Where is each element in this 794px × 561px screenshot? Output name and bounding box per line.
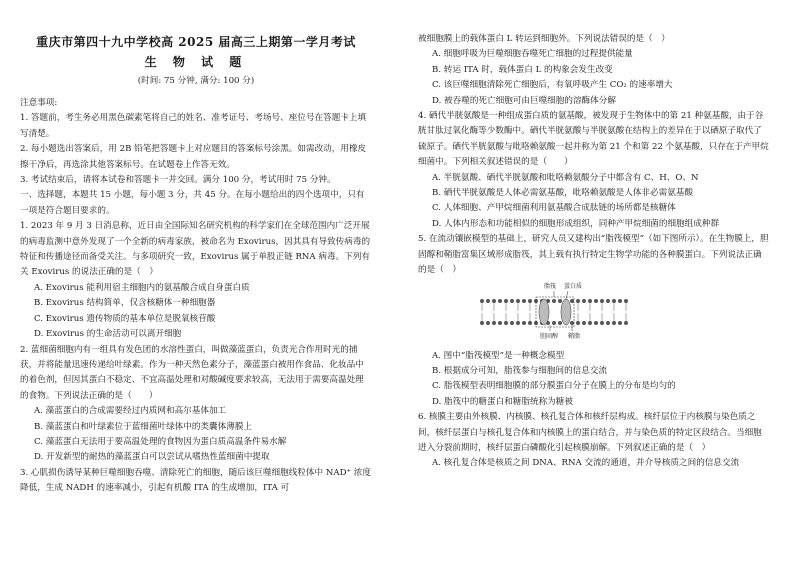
- question-stem: 6. 核膜主要由外核膜、内核膜、核孔复合体和核纤层构成。核纤层位于内核膜与染色质之间，核纤层蛋白与核孔复合体和内核膜上的蛋白结合，并与染色质的特定区段结合。当细胞进入分裂前期时，核纤层蛋白磷酸化引起核膜崩解。下列叙述正确的是（ ）: [418, 412, 762, 453]
- question-option: C. 该巨噬细胞清除死亡细胞后，有氧呼吸产生 CO₂ 的速率增大: [432, 80, 673, 91]
- question-option: C. 人体细胞、产甲烷细菌利用氨基酸合成肽链的场所都是核糖体: [432, 203, 676, 214]
- label-lipid-raft: 脂筏: [544, 282, 557, 290]
- note-item: 2. 每小题选出答案后，用 2B 铅笔把答题卡上对应题目的答案标号涂黑。如需改动，用橡皮擦干净后，再选涂其他答案标号。在试题卷上作答无效。: [20, 144, 367, 170]
- question-option: A. 藻蓝蛋白的合成需要经过内质网和高尔基体加工: [34, 406, 227, 417]
- notes-heading: 注意事项:: [20, 98, 58, 108]
- question-stem: 被细胞膜上的载体蛋白 L 转运到细胞外。下列说法错误的是（ ）: [418, 34, 670, 44]
- phospholipid-heads: [480, 299, 628, 325]
- question-option: B. 根据成分可知，脂筏参与细胞间的信息交流: [432, 365, 608, 376]
- question-option: A. 图中“脂筏模型”是一种概念模型: [432, 350, 565, 361]
- membrane-protein: [561, 299, 571, 325]
- question-stem: 4. 硒代半胱氨酸是一种组成蛋白质的氨基酸，被发现于生物体中的第 21 种氨基酸，由于谷胱甘肽过氧化酶等少数酶中。硒代半胱氨酸与半胱氨酸在结构上的差异在于以硒原子取代了硫原子。硒代半胱氨酸与吡咯赖氨酸一起并称为第 21 个和第 22 个氨基酸，只存在于产甲烷细菌中。下列相关叙述错误的是（ ）: [418, 111, 769, 168]
- label-pointer: [566, 291, 568, 299]
- label-protein: 蛋白质: [564, 282, 583, 290]
- left-column: [20, 34, 372, 497]
- question-option: B. 转运 ITA 时，载体蛋白 L 的构象会发生改变: [432, 64, 613, 75]
- question-option: A. 细胞呼吸为巨噬细胞吞噬死亡细胞的过程提供能量: [432, 49, 633, 60]
- question-option: A. 半胱氨酸、硒代半胱氨酸和吡咯赖氨酸分子中都含有 C、H、O、N: [432, 172, 699, 183]
- lipid-raft-figure: [476, 283, 632, 345]
- question-option: B. 硒代半胱氨酸是人体必需氨基酸，吡咯赖氨酸是人体非必需氨基酸: [432, 188, 693, 199]
- label-cholesterol: 胆固醇: [540, 332, 559, 340]
- question-option: C. 脂筏模型表明细胞膜的部分膜蛋白分子在膜上的分布是均匀的: [432, 381, 676, 392]
- question-option: B. 藻蓝蛋白和叶绿素位于蓝细菌叶绿体中的类囊体薄膜上: [34, 421, 253, 432]
- question-stem: 2. 蓝细菌细胞内有一组具有发色团的水溶性蛋白，叫做藻蓝蛋白，负责光合作用时光的捕获，并将能量迅速传递给叶绿素。作为一种天然色素分子，藻蓝蛋白被用作食品、化妆品中的着色剂，但因其蛋白不稳定、不宜高温处理和对酸碱度要求较高，无法用于需要高温处理的食物。下列说法正确的是（ ）: [20, 344, 364, 401]
- note-item: 1. 答题前，考生务必用黑色碳素笔将自己的姓名、准考证号、考场号、座位号在答题卡上填写清楚。: [20, 113, 367, 139]
- question-option: B. Exovirus 结构简单，仅含核糖体一种细胞器: [34, 298, 216, 309]
- question-option: D. 被吞噬的死亡细胞可由巨噬细胞的溶酶体分解: [432, 95, 616, 106]
- exam-subject: 生 物 试 题: [144, 55, 248, 69]
- question-option: D. Exovirus 的生命活动可以离开细胞: [34, 329, 182, 340]
- question-stem: 1. 2023 年 9 月 3 日消息称，近日由全国际知名研究机构的科学家们在全球范围内广泛开展的病毒监测中意外发现了一个全新的病毒家族，被命名为 Exovirus，因其具有导致传病毒的特征和传播途径而备受关注。与多项研究一致，Exovirus 属于单股正链 RNA 病毒。下列有关 Exovirus 的说法正确的是（ ）: [20, 221, 371, 278]
- label-sphingolipid: 鞘脂: [568, 332, 581, 340]
- question-option: A. Exovirus 能利用宿主细胞内的氨基酸合成自身蛋白质: [34, 282, 250, 293]
- question-option: D. 开发新型的耐热的藻蓝蛋白可以尝试从嗜热性蓝细菌中提取: [34, 452, 270, 463]
- exam-time-info: (时间: 75 分钟, 满分: 100 分): [137, 76, 255, 86]
- question-option: A. 核孔复合体是核质之间 DNA、RNA 交流的通道，并介导核质之间的信息交流: [432, 458, 740, 469]
- question-option: C. 藻蓝蛋白无法用于要高温处理的食物因为蛋白质高温条件易水解: [34, 436, 287, 447]
- question-stem: 3. 心肌损伤诱导某种巨噬细胞吞噬、清除死亡的细胞，随后该巨噬细胞线粒体中 NAD⁺ 浓度降低，生成 NADH 的速率减小，引起有机酸 ITA 的生成增加，ITA 可: [20, 467, 371, 494]
- question-stem: 5. 在流动镶嵌模型的基础上，研究人员又建构出“脂筏模型”（如下图所示）。在生物膜上，胆固醇和鞘脂富集区域形成脂筏，其上载有执行特定生物学功能的各种膜蛋白。下列说法正确的是（ ）: [418, 234, 769, 276]
- note-item: 3. 考试结束后，请将本试卷和答题卡一并交回。满分 100 分，考试用时 75 分钟。: [20, 175, 336, 186]
- exam-title: 重庆市第四十九中学校高 2025 届高三上期第一学月考试: [36, 35, 356, 49]
- section-heading: 一、选择题，本题共 15 小题，每小题 3 分，共 45 分。在每小题给出的四个选项中，只有一项是符合题目要求的。: [20, 190, 365, 216]
- phospholipid-tails: [482, 303, 626, 321]
- question-option: C. Exovirus 遗传物质的基本单位是脱氧核苷酸: [34, 313, 216, 324]
- membrane-protein: [539, 299, 549, 325]
- question-option: D. 脂筏中的糖蛋白和糖脂统称为糖被: [432, 396, 573, 407]
- right-column: [418, 32, 770, 472]
- question-option: D. 人体内形态和功能相似的细胞形成组织，同种产甲烷细菌的细胞组成种群: [432, 218, 720, 229]
